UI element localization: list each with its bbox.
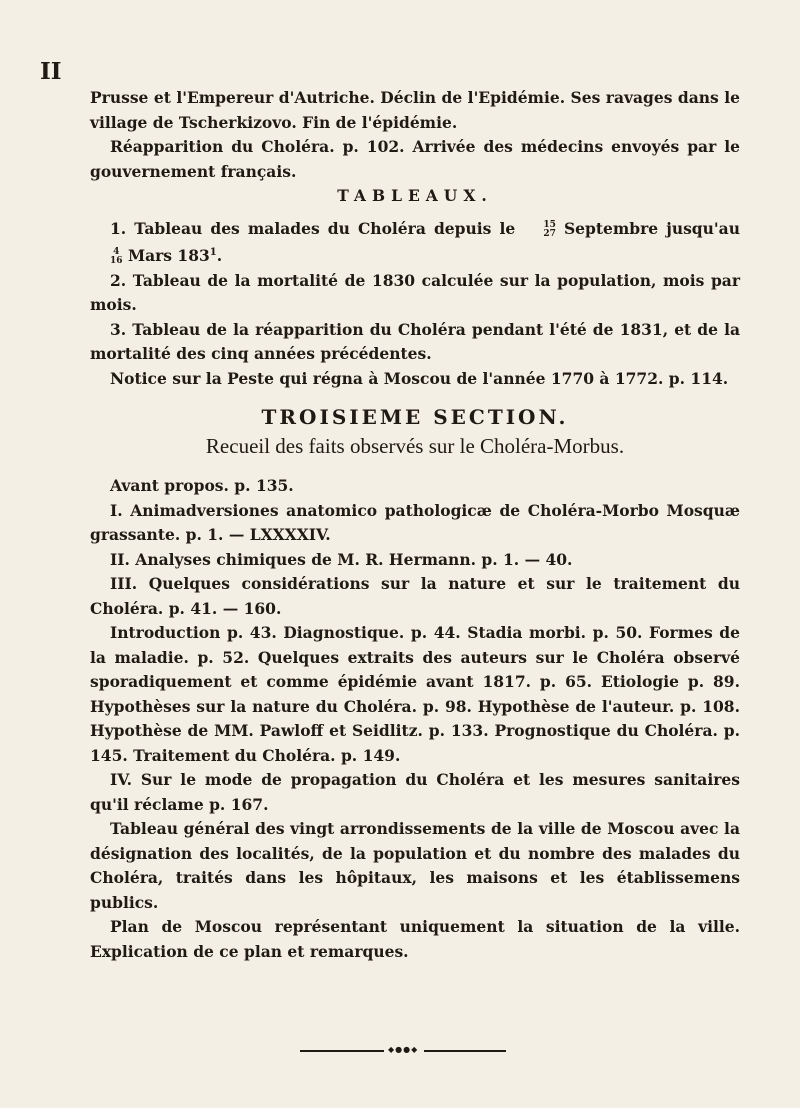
fraction-2-denominator: 16	[110, 256, 123, 267]
ornamental-rule	[300, 1045, 506, 1054]
ornament-glyph: ◆●●◆	[388, 1045, 419, 1054]
entry-i: I. Animadversiones anatomico pathologicæ de Choléra-Morbo Mosquæ grassante. p. 1. — LXXXXIV.	[90, 500, 740, 545]
tableau-1-period: .	[216, 246, 223, 266]
entry-introduction: Introduction p. 43. Diagnostique. p. 44. Stadia morbi. p. 50. Formes de la maladie. p. 52. Quelques extraits des auteurs sur le Choléra observé sporadiquement et comme épidémie avant 1817. p. 65. Etiologie p. 89. Hypothèses sur la nature du Choléra. p. 98. Hypothèse de l'auteur. p. 108. Hypothèse de MM. Pawloff et Seidlitz. p. 133. Prognostique du Choléra. p. 145. Traitement du Choléra. p. 149.	[90, 623, 740, 765]
section-subtitle: Recueil des faits observés sur le Choléra-Morbus.	[205, 433, 625, 458]
tableau-item-3: 3. Tableau de la réapparition du Choléra pendant l'été de 1831, et de la mortalité des cinq années précédentes.	[90, 319, 740, 364]
tableaux-heading: TABLEAUX.	[337, 186, 493, 205]
entry-tableau-general: Tableau général des vingt arrondissements de la ville de Moscou avec la désignation des localités, de la population et du nombre des malades du Choléra, traités dans les hôpitaux, les maisons et les établissemens publics.	[90, 819, 740, 912]
entry-iii: III. Quelques considérations sur la nature et sur le traitement du Choléra. p. 41. — 160.	[90, 574, 740, 618]
page-number: II	[40, 58, 62, 85]
date-fraction-2	[90, 248, 123, 266]
notice-peste: Notice sur la Peste qui régna à Moscou de l'année 1770 à 1772. p. 114.	[110, 368, 729, 388]
paragraph-reapparition: Réapparition du Choléra. p. 102. Arrivée des médecins envoyés par le gouvernement français.	[90, 137, 740, 181]
date-fraction-1	[523, 221, 556, 239]
fraction-1-numerator: 15	[543, 219, 556, 230]
contents-text	[90, 86, 740, 964]
tableau-1-superscript: 1	[209, 247, 217, 258]
section-heading: TROISIEME SECTION.	[261, 405, 569, 430]
paragraph-continuation: Prusse et l'Empereur d'Autriche. Déclin de l'Epidémie. Ses ravages dans le village de Tscherkizovo. Fin de l'épidémie.	[90, 88, 740, 132]
tableau-1-text-b: Septembre jusqu'au	[563, 218, 740, 238]
entry-ii: II. Analyses chimiques de M. R. Hermann. p. 1. — 40.	[110, 549, 573, 569]
tableau-1-text-c: Mars 183	[127, 246, 210, 266]
tableau-item-1	[90, 217, 740, 269]
tableau-1-text-a: 1. Tableau des malades du Choléra depuis le	[110, 218, 516, 238]
avant-propos: Avant propos. p. 135.	[110, 476, 294, 496]
fraction-1-denominator: 27	[543, 228, 556, 239]
entry-iv: IV. Sur le mode de propagation du Choléra et les mesures sanitaires qu'il réclame p. 167.	[90, 770, 740, 814]
entry-plan: Plan de Moscou représentant uniquement la situation de la ville. Explication de ce plan et remarques.	[90, 917, 740, 961]
fraction-2-numerator: 4	[113, 247, 120, 258]
tableau-item-2: 2. Tableau de la mortalité de 1830 calculée sur la population, mois par mois.	[90, 270, 740, 315]
